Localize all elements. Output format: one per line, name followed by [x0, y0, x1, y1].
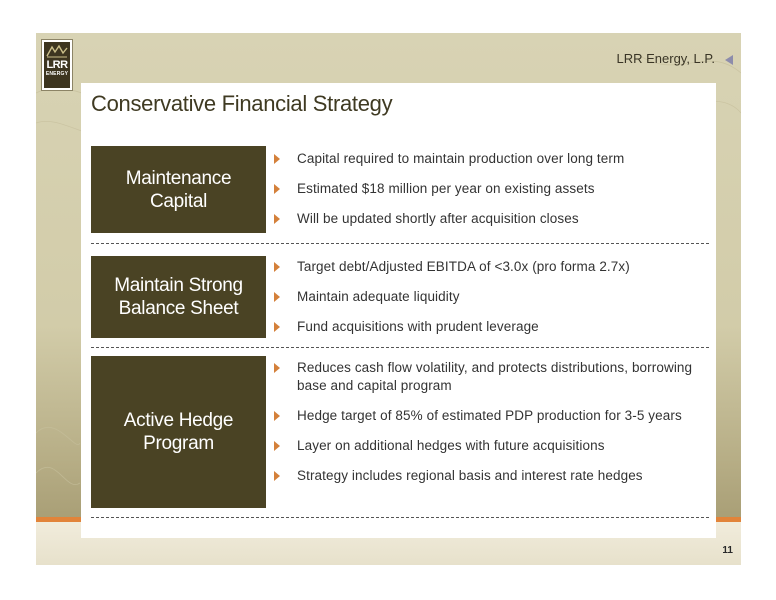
bullet-text: Will be updated shortly after acquisition closes: [297, 211, 579, 226]
content-panel: [81, 83, 716, 538]
section-label-maintenance-capital: [91, 146, 266, 233]
bullet-text: Estimated $18 million per year on existing assets: [297, 181, 595, 196]
page-number: 11: [722, 545, 733, 556]
list-item: [274, 288, 704, 306]
bullet-text: Layer on additional hedges with future acquisitions: [297, 438, 605, 453]
triangle-right-icon: [274, 363, 280, 373]
triangle-left-icon: [725, 55, 733, 65]
page-title: Conservative Financial Strategy: [91, 91, 393, 116]
bullet-text: Maintain adequate liquidity: [297, 289, 460, 304]
triangle-right-icon: [274, 471, 280, 481]
bullet-text: Reduces cash flow volatility, and protects distributions, borrowing base and capital program: [297, 360, 693, 393]
bullet-list: [274, 359, 704, 485]
list-item: [274, 467, 704, 485]
section-label-balance-sheet: [91, 256, 266, 338]
logo-subtext: ENERGY: [45, 71, 69, 77]
section-divider: [91, 517, 709, 518]
triangle-right-icon: [274, 292, 280, 302]
bullet-text: Capital required to maintain production over long term: [297, 151, 625, 166]
company-logo: [42, 40, 72, 90]
triangle-right-icon: [274, 262, 280, 272]
triangle-right-icon: [274, 184, 280, 194]
triangle-right-icon: [274, 322, 280, 332]
list-item: [274, 258, 704, 276]
section-label-line: Balance Sheet: [118, 298, 239, 319]
bullet-text: Strategy includes regional basis and interest rate hedges: [297, 468, 643, 483]
triangle-right-icon: [274, 214, 280, 224]
list-item: [274, 407, 704, 425]
bullet-text: Target debt/Adjusted EBITDA of <3.0x (pro forma 2.7x): [297, 259, 630, 274]
list-item: [274, 180, 704, 198]
section-divider: [91, 243, 709, 244]
section-label-line: Capital: [149, 190, 208, 212]
bullet-list: [274, 150, 704, 228]
bullet-list: [274, 258, 704, 336]
bullet-text: Fund acquisitions with prudent leverage: [297, 319, 539, 334]
logo-text: LRR: [46, 59, 68, 71]
list-item: [274, 359, 704, 395]
triangle-right-icon: [274, 441, 280, 451]
company-name: LRR Energy, L.P.: [616, 51, 715, 66]
list-item: [274, 437, 704, 455]
slide: [36, 33, 741, 565]
triangle-right-icon: [274, 411, 280, 421]
list-item: [274, 150, 704, 168]
section-label-hedge-program: [91, 356, 266, 508]
section-label-line: Active Hedge: [123, 410, 234, 431]
list-item: [274, 210, 704, 228]
list-item: [274, 318, 704, 336]
section-label-line: Maintenance: [125, 167, 232, 189]
triangle-right-icon: [274, 154, 280, 164]
section-label-line: Maintain Strong: [114, 275, 243, 296]
section-divider: [91, 347, 709, 348]
section-label-line: Program: [143, 433, 214, 454]
logo-emblem-icon: [46, 44, 68, 58]
bullet-text: Hedge target of 85% of estimated PDP production for 3-5 years: [297, 408, 682, 423]
